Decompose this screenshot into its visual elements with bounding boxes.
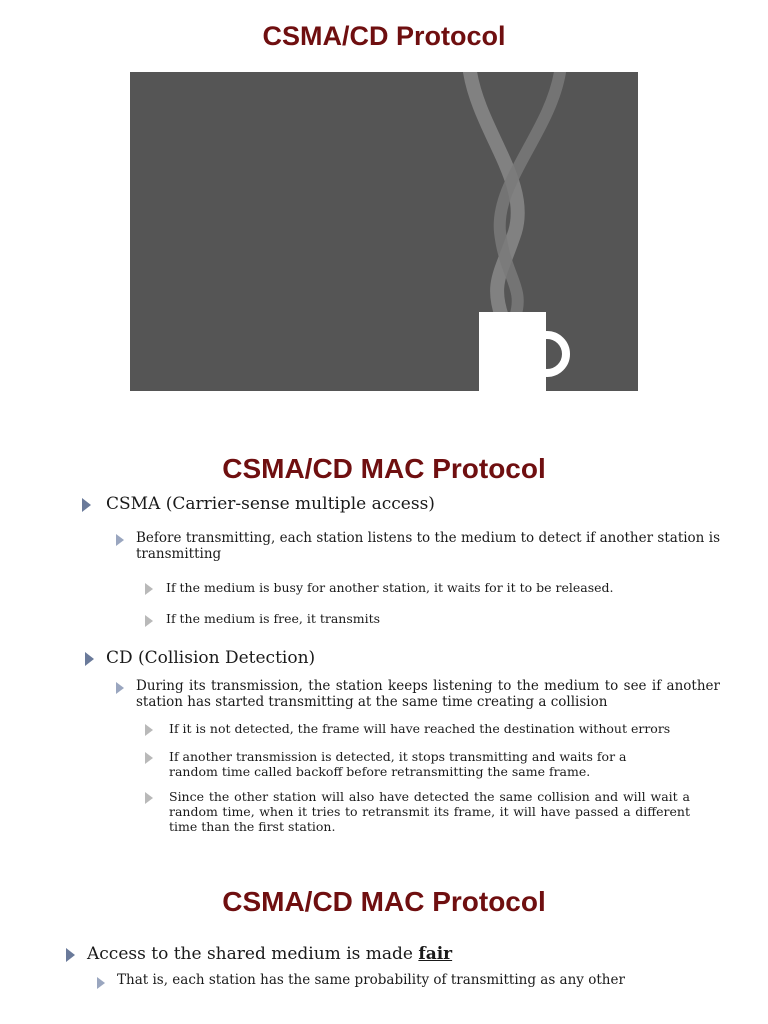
bullet-arrow-icon <box>145 752 153 764</box>
bullet-arrow-icon <box>145 583 153 595</box>
cd-sub-2: If another transmission is detected, it stops transmitting and waits for a random time called backoff before retransmitting the same frame. <box>169 749 627 779</box>
cd-sub-3: Since the other station will also have detected the same collision and will wait a random time, when it tries to retransmit its frame, it will have passed a different time than the first station. <box>169 789 690 834</box>
bullet-arrow-icon <box>66 948 75 962</box>
bullet-arrow-icon <box>97 977 105 989</box>
coffee-mug-steam-icon <box>130 72 638 391</box>
bullet-arrow-icon <box>145 724 153 736</box>
access-emphasis-fair: fair <box>418 944 453 964</box>
csma-sub-1: If the medium is busy for another station, it waits for it to be released. <box>166 580 614 595</box>
slide1-title: CSMA/CD Protocol <box>262 21 506 51</box>
cd-sub-1: If it is not detected, the frame will have reached the destination without errors <box>169 721 671 736</box>
csma-sub-2: If the medium is free, it transmits <box>166 611 381 626</box>
bullet-arrow-icon <box>85 652 94 666</box>
bullet-arrow-icon <box>116 682 124 694</box>
bullet-arrow-icon <box>82 498 91 512</box>
slide3-title: CSMA/CD MAC Protocol <box>222 886 546 917</box>
access-heading <box>87 944 452 964</box>
csma-heading: CSMA (Carrier-sense multiple access) <box>106 494 435 514</box>
cd-detail: During its transmission, the station keeps listening to the medium to see if another station has started transmitting at the same time creating a collision <box>136 678 720 710</box>
cd-heading: CD (Collision Detection) <box>106 648 316 668</box>
bullet-arrow-icon <box>145 615 153 627</box>
bullet-arrow-icon <box>116 534 124 546</box>
csma-detail: Before transmitting, each station listens to the medium to detect if another station is transmitting <box>136 530 720 562</box>
access-detail: That is, each station has the same probability of transmitting as any other <box>117 972 625 988</box>
bullet-arrow-icon <box>145 792 153 804</box>
access-prefix: Access to the shared medium is made <box>87 944 419 964</box>
slide2-title: CSMA/CD MAC Protocol <box>222 453 546 484</box>
